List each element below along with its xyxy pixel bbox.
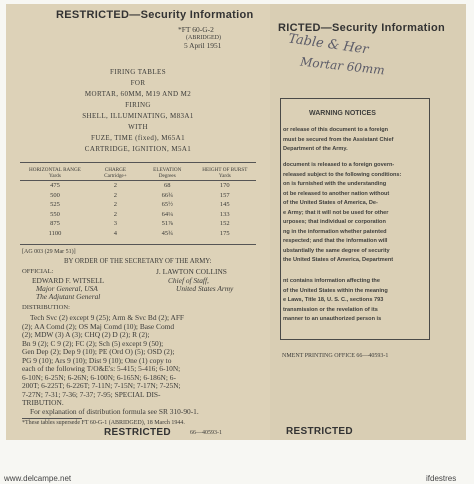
distribution-line: Bn 9 (2); C 9 (2); FC (2); Sch (5) except 9 (50); bbox=[22, 338, 164, 348]
abridged-label: (ABRIDGED) bbox=[186, 35, 221, 41]
warning-line: ot be released to another nation without bbox=[283, 190, 390, 197]
warning-line: of the United States of America, De- bbox=[283, 200, 378, 206]
ft-number: *FT 60-G-2 bbox=[178, 25, 214, 34]
order-line: BY ORDER OF THE SECRETARY OF THE ARMY: bbox=[64, 258, 212, 265]
print-office: NMENT PRINTING OFFICE 66—40593-1 bbox=[282, 353, 389, 359]
print-code: 66—40593-1 bbox=[190, 430, 222, 436]
watermark-left: www.delcampe.net bbox=[4, 474, 72, 483]
table-row bbox=[20, 200, 256, 210]
title-line: FIRING TABLES bbox=[109, 68, 167, 76]
official-name: EDWARD F. WITSELL bbox=[32, 276, 105, 285]
handwritten-note: Mortar 60mm bbox=[299, 54, 386, 78]
warning-line: manner to an unauthorized person is bbox=[283, 316, 382, 322]
table-cell: 64¼ bbox=[161, 210, 173, 218]
title-line: FIRING bbox=[125, 101, 151, 109]
distribution-line: TRIBUTION. bbox=[22, 398, 64, 407]
chief-title: Chief of Staff, bbox=[168, 276, 209, 285]
table-row bbox=[20, 229, 256, 239]
table-header: ELEVATION Degrees bbox=[141, 166, 194, 181]
table-cell: 66¾ bbox=[161, 191, 173, 199]
distribution-line: Tech Svc (2) except 9 (25); Arm & Svc Bd (2); AFF bbox=[30, 313, 185, 322]
table-bottom-rule bbox=[20, 244, 256, 245]
distribution-line: PG 9 (10); Ars 9 (10); Dist 9 (10); One (1) copy to bbox=[22, 355, 172, 365]
table-row bbox=[20, 219, 256, 229]
table-top-rule bbox=[20, 162, 256, 163]
warning-line: Department of the Army. bbox=[283, 146, 348, 152]
warning-line: must be secured from the Assistant Chief bbox=[283, 136, 394, 143]
chief-title: United States Army bbox=[176, 284, 234, 293]
firing-table bbox=[20, 166, 256, 238]
table-cell: 3 bbox=[113, 220, 118, 228]
table-cell: 170 bbox=[219, 182, 230, 190]
title-line: WITH bbox=[128, 123, 148, 131]
warning-line: transmission or the revelation of its bbox=[283, 306, 378, 313]
distribution-line: Gen Dep (2); Dep 9 (10); PE (Ord O) (5); OSD (2); bbox=[22, 347, 175, 356]
ag-reference: [AG 003 (29 Mar 51)] bbox=[22, 249, 76, 255]
security-header: RESTRICTED—Security Information bbox=[56, 9, 254, 21]
table-cell: 4 bbox=[113, 229, 118, 237]
table-row bbox=[20, 181, 256, 191]
table-cell: 68 bbox=[164, 182, 171, 190]
warning-line: e Laws, Title 18, U. S. C., sections 793 bbox=[283, 297, 384, 303]
title-line: SHELL, ILLUMINATING, M83A1 bbox=[82, 112, 194, 120]
warning-line: released subject to the following conditions: bbox=[283, 171, 402, 178]
distribution-line: 200T; 6-225T; 6-226T; 7-11N; 7-15N; 7-17N; 7-25N; bbox=[22, 381, 181, 390]
table-cell: 2 bbox=[113, 191, 118, 199]
warning-title: WARNING NOTICES bbox=[309, 110, 376, 117]
table-row bbox=[20, 191, 256, 201]
table-header: HEIGHT OF BURST Yards bbox=[194, 166, 256, 181]
table-cell: 875 bbox=[50, 220, 60, 228]
distribution-line: (2); AA Comd (2); OS Maj Comd (10); Base Comd bbox=[22, 321, 175, 331]
table-cell: 45¾ bbox=[161, 229, 173, 237]
warning-notices-box bbox=[280, 98, 430, 340]
table-header: HORIZONTAL RANGE Yards bbox=[20, 166, 90, 181]
table-cell: 2 bbox=[113, 182, 118, 190]
footnote: *These tables supersede FT 60-G-1 (ABRIDGED), 18 March 1944. bbox=[22, 420, 185, 426]
security-header: RICTED—Security Information bbox=[278, 22, 446, 34]
table-cell: 1100 bbox=[48, 229, 62, 237]
warning-line: the United States of America, Department bbox=[283, 257, 394, 263]
official-title: Major General, USA bbox=[36, 284, 98, 293]
footnote-rule bbox=[22, 418, 82, 419]
warning-line: e Army; that it will not be used for other bbox=[283, 209, 389, 216]
watermark-right: ifdestres bbox=[426, 474, 457, 483]
distribution-line: (2); MDW (3) A (3); CHQ (2) D (2); R (2); bbox=[22, 330, 150, 339]
warning-line: ubstantially the same degree of security bbox=[283, 247, 390, 254]
table-cell: 133 bbox=[219, 210, 230, 218]
title-line: CARTRIDGE, IGNITION, M5A1 bbox=[84, 145, 192, 153]
table-cell: 175 bbox=[219, 229, 230, 237]
official-title: The Adjutant General bbox=[36, 292, 101, 301]
table-cell: 525 bbox=[50, 201, 60, 209]
warning-line: or release of this document to a foreign bbox=[283, 127, 389, 133]
table-cell: 475 bbox=[50, 182, 60, 190]
warning-line: ng in the information whether patented bbox=[283, 228, 387, 235]
table-cell: 152 bbox=[219, 220, 230, 228]
title-line: FOR bbox=[130, 79, 146, 87]
distribution-line: each of the following T/O&E's: 5-415; 5-416; 6-10N; bbox=[22, 364, 181, 373]
handwritten-note: Table & Her bbox=[287, 31, 370, 58]
table-header: CHARGE Cartridge+ bbox=[90, 166, 141, 181]
warning-line: document is released to a foreign govern- bbox=[283, 162, 395, 168]
table-cell: 51⅞ bbox=[161, 220, 173, 228]
warning-line: nt contains information affecting the bbox=[283, 278, 380, 284]
warning-line: on is furnished with the understanding bbox=[283, 181, 387, 187]
table-cell: 2 bbox=[113, 210, 118, 218]
table-cell: 550 bbox=[50, 210, 60, 218]
footer-restricted: RESTRICTED bbox=[104, 427, 171, 438]
chief-name: J. LAWTON COLLINS bbox=[156, 267, 227, 276]
table-cell: 157 bbox=[219, 191, 230, 199]
warning-line: of the United States within the meaning bbox=[283, 287, 388, 294]
table-cell: 2 bbox=[113, 201, 118, 209]
warning-line: respected; and that the information will bbox=[283, 238, 388, 244]
distribution-line: 7-27N; 7-31; 7-36; 7-37; 7-95; SPECIAL DIS- bbox=[22, 389, 161, 399]
left-page bbox=[6, 4, 270, 440]
table-cell: 65½ bbox=[161, 201, 173, 209]
issue-date: 5 April 1951 bbox=[184, 41, 222, 50]
title-line: FUZE, TIME (fixed), M65A1 bbox=[90, 134, 186, 142]
table-row bbox=[20, 210, 256, 220]
distribution-line: 6-10N; 6-25N; 6-26N; 6-100N; 6-165N; 6-186N; 6- bbox=[22, 372, 176, 382]
table-cell: 145 bbox=[219, 201, 230, 209]
table-cell: 500 bbox=[50, 191, 60, 199]
title-line: MORTAR, 60MM, M19 AND M2 bbox=[84, 90, 192, 98]
formula-note: For explanation of distribution formula see SR 310-90-1. bbox=[30, 407, 199, 416]
warning-line: urposes; that individual or corporation bbox=[283, 219, 386, 225]
footer-restricted: RESTRICTED bbox=[286, 426, 353, 437]
official-label: OFFICIAL: bbox=[22, 268, 54, 275]
distribution-label: DISTRIBUTION: bbox=[22, 304, 70, 311]
